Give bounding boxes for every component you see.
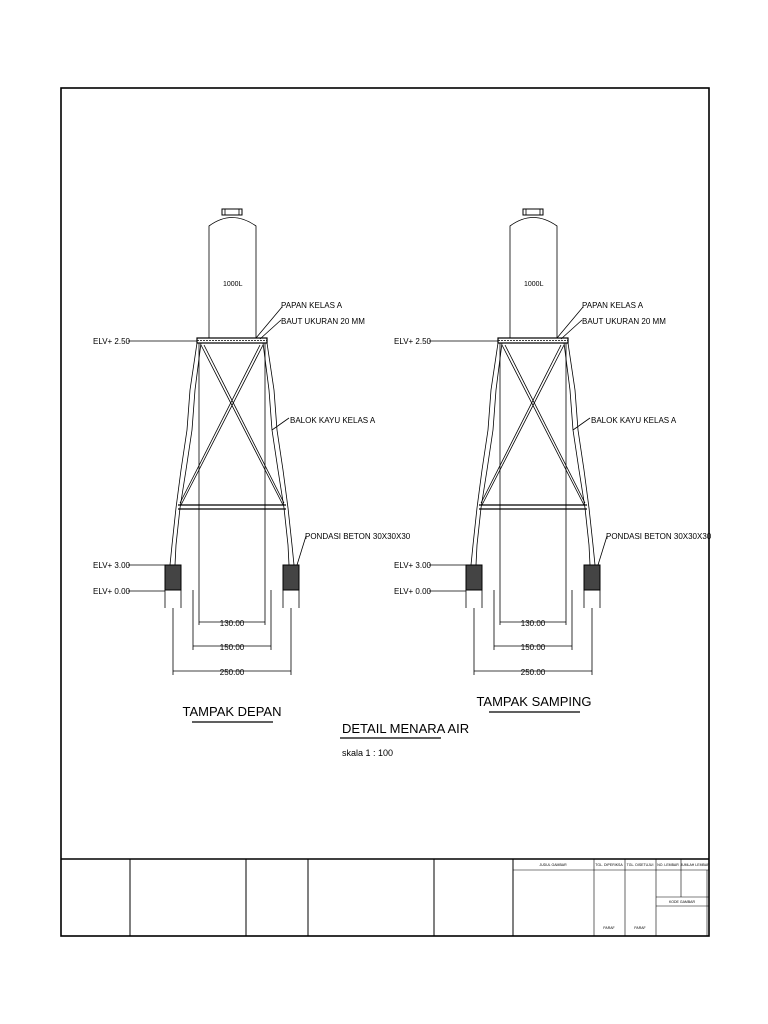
dimension-label: 150.00 bbox=[520, 643, 546, 652]
dimension-label: 130.00 bbox=[520, 619, 546, 628]
view-tampak-samping-text bbox=[394, 281, 712, 709]
title-block-paraf: PARAF bbox=[634, 926, 646, 930]
elevation-label: ELV+ 3.00 bbox=[93, 561, 130, 570]
view-tampak-depan bbox=[128, 209, 306, 722]
title-block-tgl-disetujui: TGL. DISETUJUI bbox=[626, 863, 654, 867]
foundation-right bbox=[283, 565, 299, 590]
water-tank bbox=[209, 209, 256, 338]
dimension-label: 250.00 bbox=[520, 668, 546, 677]
dimension-label: 150.00 bbox=[219, 643, 245, 652]
label-balok: BALOK KAYU KELAS A bbox=[290, 416, 376, 425]
view-tampak-depan-text bbox=[93, 281, 411, 719]
elevation-label: ELV+ 0.00 bbox=[93, 587, 130, 596]
water-tank bbox=[510, 209, 557, 338]
dimension-label: 250.00 bbox=[219, 668, 245, 677]
title-block-kode-gambar: KODE GAMBAR bbox=[668, 900, 696, 904]
label-baut: BAUT UKURAN 20 MM bbox=[281, 317, 365, 326]
label-pondasi: PONDASI BETON 30X30X30 bbox=[305, 532, 411, 541]
elevation-label: ELV+ 2.50 bbox=[93, 337, 130, 346]
main-title: DETAIL MENARA AIR bbox=[342, 721, 470, 736]
title-block-no-lembar: NO. LEMBAR bbox=[657, 863, 679, 867]
foundation-left bbox=[165, 565, 181, 590]
tank-label: 1000L bbox=[223, 281, 243, 288]
elevation-label: ELV+ 2.50 bbox=[394, 337, 431, 346]
title-block-tgl-diperiksa: TGL. DIPERIKSA bbox=[595, 863, 623, 867]
view-title: TAMPAK DEPAN bbox=[182, 704, 282, 719]
tank-label: 1000L bbox=[524, 281, 544, 288]
title-block-judul: JUDUL GAMBAR bbox=[539, 863, 567, 867]
elevation-label: ELV+ 3.00 bbox=[394, 561, 431, 570]
title-block bbox=[61, 859, 709, 936]
label-papan: PAPAN KELAS A bbox=[582, 301, 644, 310]
label-baut: BAUT UKURAN 20 MM bbox=[582, 317, 666, 326]
sheet-border bbox=[61, 88, 709, 936]
label-papan: PAPAN KELAS A bbox=[281, 301, 343, 310]
dimension-label: 130.00 bbox=[219, 619, 245, 628]
foundation-right bbox=[584, 565, 600, 590]
view-tampak-samping bbox=[429, 209, 607, 712]
scale-label: skala 1 : 100 bbox=[342, 748, 394, 758]
title-block-jumlah-lembar: JUMLAH LEMBAR bbox=[680, 863, 710, 867]
label-balok: BALOK KAYU KELAS A bbox=[591, 416, 677, 425]
title-block-paraf: PARAF bbox=[603, 926, 615, 930]
elevation-label: ELV+ 0.00 bbox=[394, 587, 431, 596]
label-pondasi: PONDASI BETON 30X30X30 bbox=[606, 532, 712, 541]
foundation-left bbox=[466, 565, 482, 590]
view-title: TAMPAK SAMPING bbox=[476, 694, 592, 709]
